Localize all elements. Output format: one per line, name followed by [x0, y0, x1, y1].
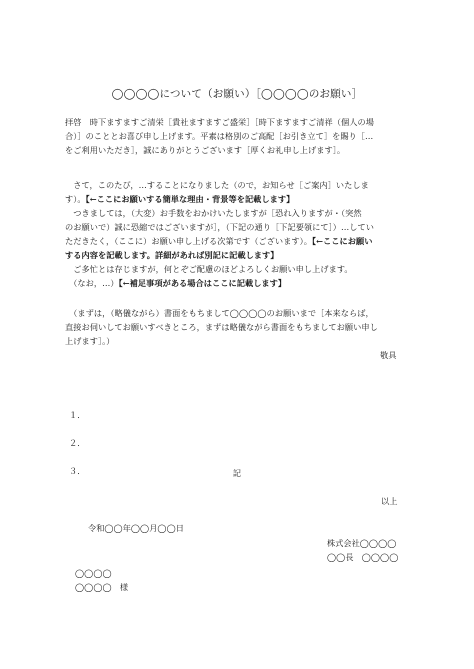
sender-person: ◯◯長 ◯◯◯◯ [327, 552, 399, 562]
note-bracket-reason: 【←ここにお願いする簡単な理由・背景等を記載します】 [85, 194, 295, 204]
letter-date: 令和◯◯年◯◯月◯◯日 [88, 523, 184, 533]
body-line: のお願いで）誠に恐縮ではございますが］，（下記の通り［下記要領にて］）…してい [65, 222, 374, 232]
recipient-organization: ◯◯◯◯ [75, 568, 112, 578]
note-bracket-content-start: 【←ここにお願い [312, 236, 373, 246]
closing-salutation: 敬具 [380, 350, 397, 360]
note-bracket-supplement: 【←補足事項がある場合はここに記載します】 [118, 278, 287, 288]
list-item: １． [69, 410, 86, 420]
closing-line: （まずは，（略儀ながら）書面をもちまして◯◯◯◯のお願いまで［本来ならば， [65, 308, 374, 318]
sender-company: 株式会社◯◯◯◯ [327, 538, 397, 548]
closing-line: 上げます］。） [65, 336, 115, 346]
greeting-line: をご利用いただき］，誠にありがとうございます［厚くお礼申し上げます］。 [65, 145, 346, 155]
main-body-paragraph [65, 178, 410, 290]
closing-paragraph [65, 306, 410, 348]
ki-heading: 記 [232, 468, 242, 478]
closing-line: 直接お伺いしてお願いすべきところ，まずは略儀ながら書面をもちましてお願い申し [65, 322, 378, 332]
greeting-line: 拝啓 時下ますますご清栄［貴社ますますご盛栄］［時下ますますご清祥（個人の場 [65, 117, 374, 127]
list-item: ３． [69, 466, 86, 476]
body-line: ご多忙とは存じますが，何とぞご配慮のほどよろしくお願い申し上げます。 [65, 264, 353, 274]
body-line: さて，このたび，…することになりました（ので，お知らせ［ご案内］いたしま [65, 180, 369, 190]
body-line: つきましては，（大変）お手数をおかけいたしますが［恐れ入りますが・（突然 [65, 208, 362, 218]
greeting-paragraph [65, 115, 410, 157]
body-line: す）。【←ここにお願いする簡単な理由・背景等を記載します】 [65, 194, 295, 204]
document-title: ◯◯◯◯について（お願い）［◯◯◯◯のお願い］ [111, 88, 363, 100]
recipient-person: ◯◯◯◯ 様 [75, 582, 129, 592]
list-item: ２． [69, 438, 86, 448]
ijou-end-mark: 以上 [381, 496, 398, 506]
body-line: （なお，…）【←補足事項がある場合はここに記載します】 [65, 278, 287, 288]
greeting-line: 合）］のこととお喜び申し上げます。平素は格別のご高配［お引き立て］を賜り［… [65, 131, 374, 141]
body-line: ただきたく，（ここに）お願い申し上げる次第です（ございます）。【←ここにお願い [65, 236, 373, 246]
body-line: する内容を記載します。詳細があれば別記に記載します】 [65, 250, 279, 260]
